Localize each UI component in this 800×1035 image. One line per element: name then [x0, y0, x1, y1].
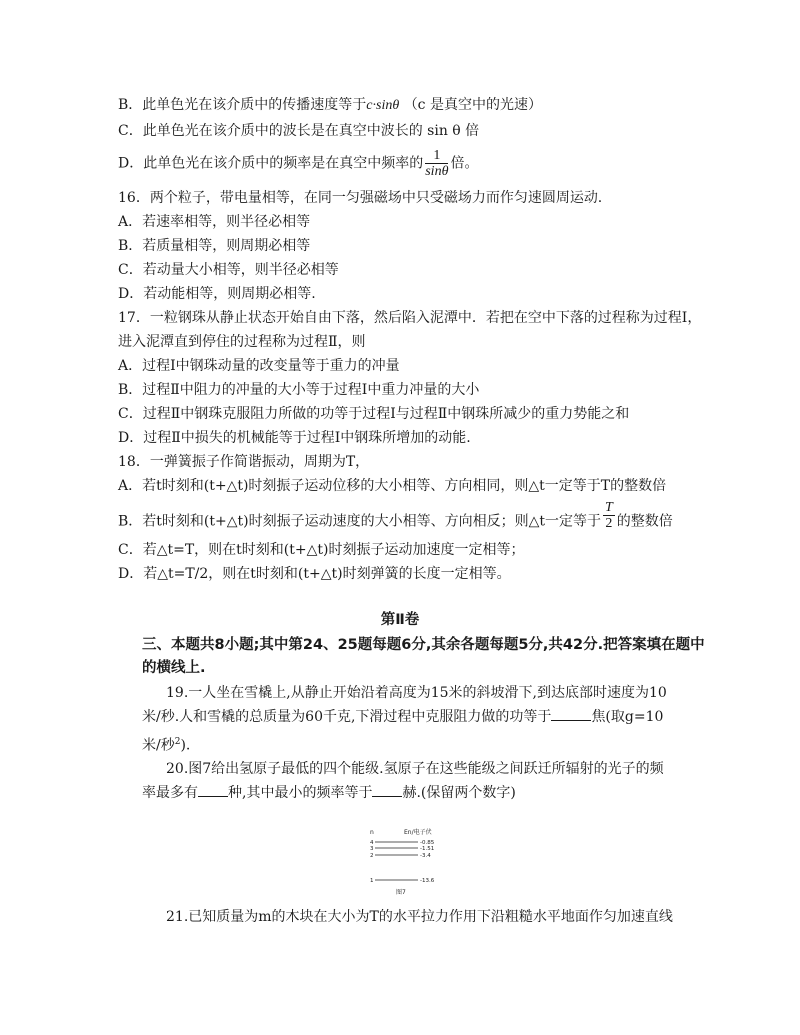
- q17-option-d: D．过程Ⅱ中损失的机械能等于过程Ⅰ中钢珠所增加的动能.: [118, 430, 471, 446]
- q16-option-b: B．若质量相等，则周期必相等: [118, 238, 311, 254]
- answer-blank[interactable]: [372, 784, 402, 797]
- q19-line3: [142, 733, 190, 755]
- q15-option-b-math: c·sinθ: [366, 98, 400, 113]
- q15-option-b: [118, 96, 542, 115]
- q19-line2: [142, 708, 663, 726]
- part2-heading-line2: 的横线上.: [142, 660, 206, 676]
- q18-option-a: A．若t时刻和(t+△t)时刻振子运动位移的大小相等、方向相同，则△t一定等于T的整数倍: [118, 478, 667, 494]
- level-n-label: 2: [370, 853, 374, 859]
- q16-option-a: A．若速率相等，则半径必相等: [118, 214, 311, 230]
- q20-line2: [142, 784, 516, 802]
- energy-level-diagram: [368, 826, 464, 898]
- q16-option-d: D．若动能相等，则周期必相等.: [118, 286, 316, 302]
- answer-blank[interactable]: [198, 784, 228, 797]
- q15-option-c: C．此单色光在该介质中的波长是在真空中波长的 sin θ 倍: [118, 123, 480, 139]
- n-axis-label: n: [370, 829, 374, 836]
- q17-option-c: C．过程Ⅱ中钢珠克服阻力所做的功等于过程Ⅰ与过程Ⅱ中钢珠所减少的重力势能之和: [118, 406, 630, 422]
- q19-line2-text: 米/秒.人和雪橇的总质量为60千克,下滑过程中克服阻力做的功等于: [142, 709, 552, 725]
- q20-line2-mid: 种,其中最小的频率等于: [228, 785, 373, 801]
- q21-line1: 21.已知质量为m的木块在大小为T的水平拉力作用下沿粗糙水平地面作匀加速直线: [166, 909, 673, 925]
- answer-blank[interactable]: [551, 708, 591, 721]
- q17-option-a: A．过程Ⅰ中钢珠动量的改变量等于重力的冲量: [118, 358, 400, 374]
- q19-line3-text: 米/秒: [142, 737, 175, 754]
- q20-line2-text: 率最多有: [142, 785, 198, 801]
- energy-axis-label: En/电子伏: [404, 829, 432, 836]
- q15-option-d-suffix: 倍。: [450, 155, 479, 172]
- q15-option-b-text: B．此单色光在该介质中的传播速度等于: [118, 97, 367, 113]
- q18-option-c: C．若△t=T，则在t时刻和(t+△t)时刻振子运动加速度一定相等；: [118, 542, 525, 558]
- q18-stem: 18．一弹簧振子作简谐振动，周期为T，: [118, 454, 370, 470]
- q16-option-c: C．若动量大小相等，则半径必相等: [118, 262, 339, 278]
- part2-heading-line1: 三、本题共8小题;其中第24、25题每题6分,其余各题每题5分,共42分.把答案填在题中: [142, 637, 705, 653]
- q15-option-d: [118, 148, 478, 179]
- q18-option-b-text: B．若t时刻和(t+△t)时刻振子运动速度的大小相等、方向相反；则△t一定等于: [118, 513, 601, 530]
- level-n-label: 1: [370, 878, 374, 884]
- q19-line2-suffix: 焦(取g=10: [591, 709, 664, 725]
- q20-line1: 20.图7给出氢原子最低的四个能级.氢原子在这些能级之间跃迁所辐射的光子的频: [166, 761, 664, 777]
- figure-caption: 图7: [396, 889, 406, 896]
- q17-stem-line2: 进入泥潭直到停住的过程称为过程Ⅱ，则: [118, 334, 366, 350]
- q15-option-d-text: D．此单色光在该介质中的频率是在真空中频率的: [118, 155, 424, 172]
- level-energy-label: -0.85: [420, 840, 435, 846]
- level-energy-label: -13.6: [420, 878, 435, 884]
- q18-option-b: [118, 500, 673, 537]
- fraction-numerator: 1: [425, 148, 448, 164]
- level-energy-label: -1.51: [420, 846, 435, 852]
- q15-option-b-note: （c 是真空中的光速）: [403, 97, 542, 113]
- q15-option-d-fraction: [425, 148, 448, 179]
- q18-option-b-fraction: [603, 500, 615, 531]
- q17-option-b: B．过程Ⅱ中阻力的冲量的大小等于过程Ⅰ中重力冲量的大小: [118, 382, 480, 398]
- fraction-numerator: T: [604, 500, 613, 515]
- level-n-label: 3: [370, 846, 374, 852]
- fraction-denominator: 2: [605, 516, 613, 531]
- q17-stem-line1: 17．一粒钢珠从静止状态开始自由下落，然后陷入泥潭中．若把在空中下落的过程称为过程Ⅰ，: [118, 310, 702, 326]
- q18-option-d: D．若△t=T/2，则在t时刻和(t+△t)时刻弹簧的长度一定相等。: [118, 566, 511, 582]
- q16-stem: 16．两个粒子，带电量相等，在同一匀强磁场中只受磁场力而作匀速圆周运动.: [118, 190, 603, 206]
- level-energy-label: -3.4: [420, 853, 431, 859]
- q20-line2-suffix: 赫.(保留两个数字): [402, 785, 516, 801]
- q18-option-b-suffix: 的整数倍: [616, 513, 673, 530]
- part2-title: 第Ⅱ卷: [380, 612, 420, 628]
- fraction-denominator: sinθ: [425, 164, 449, 179]
- q19-exponent: 2: [174, 737, 181, 747]
- q19-line1: 19.一人坐在雪橇上,从静止开始沿着高度为15米的斜坡滑下,到达底部时速度为10: [166, 685, 667, 701]
- level-n-label: 4: [370, 840, 374, 846]
- q19-line3-suffix: ).: [180, 737, 191, 754]
